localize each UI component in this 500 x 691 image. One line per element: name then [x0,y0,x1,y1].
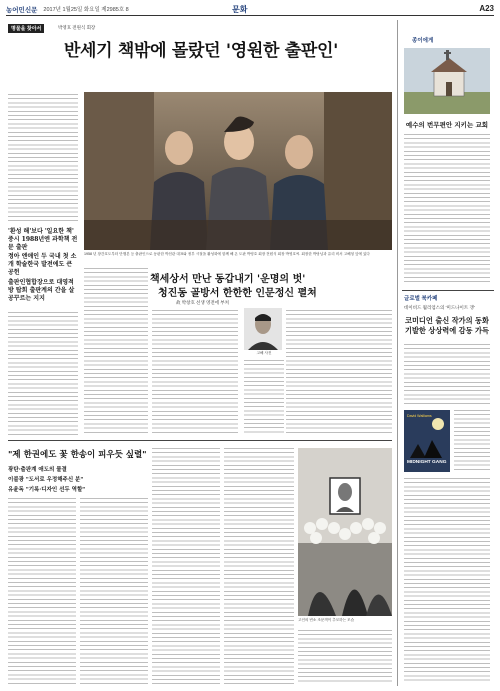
column-tag: 명물을 찾아서 [8,24,44,33]
page-number: A23 [479,4,494,13]
right-column-headline: 예수의 번무편안 지키는 교회 [405,121,489,129]
section-divider [8,440,392,441]
main-headline: 반세기 책밖에 몰랐던 '영원한 출판인' [63,41,339,61]
book-headline: 코미디언 출신 작가의 동화 기발한 상상력에 감동 가득 [405,316,489,335]
memorial-photo-caption: 고인의 빈소 조문객이 추모하는 모습 [298,618,355,622]
right-text-2 [404,344,490,404]
right-box-title: 종이에게 [412,38,434,44]
book-subtitle: 데이비드 월리엄스의 '미드나이트 갱' [404,305,475,310]
issue-date: 2017년 1월25일 화요일 제2985호 8 [43,7,129,13]
bottom-text-col-3 [152,448,220,684]
newspaper-logo: 농어민신문 [6,6,38,14]
right-divider [402,290,494,291]
bottom-text-col-1 [8,498,76,684]
book-cover [404,410,450,472]
column-tag-sub: 박영호 전원식 회장 [58,25,96,30]
sub-head-1: '환성 해'보다 '일요한 책' 중시 1988년엔 과학책 전문 출판 [8,228,78,251]
article-text-col-1b [8,312,78,436]
article-headline-1: 책세상서 만난 동갑내기 '운명의 벗' [150,274,306,285]
main-photo-caption: 1958 년 창간호도부터 단행본 등 출판인으로 동판한 박천관 대표와 정부 시절을 활성화에 함께 해 온 도판 박영호 회장 전원식 회장 박영호씨. 회장한 박당님과 유리 비서 고해청 앞에 있다 [84,252,370,256]
column-divider [397,20,398,686]
article-headline-2: 청진동 골방서 한한한 인문정신 펼쳐 [158,288,317,299]
right-text-4 [404,478,490,684]
masthead [6,3,494,16]
church-photo [404,48,490,114]
book-cover-title: MIDNIGHT GANG [407,460,447,465]
portrait-caption: 고해 사진 [256,351,272,355]
article-text-col-4 [286,310,392,434]
article-text-col-1a [8,94,78,222]
bottom-sub-1: 광탄·출판계 애도의 물결 [8,467,67,473]
article-text-col-2 [84,268,148,434]
article-byline: 故 박창호 선생 영전에 부쳐 [176,300,229,305]
main-photo [84,92,392,250]
article-text-col-3 [152,310,238,434]
bottom-text-col-4 [224,448,294,684]
bottom-sub-2: 이불광 "도서로 우정해주신 분" [8,477,84,483]
right-text-1 [404,134,490,284]
sub-head-3: 출판인협합장으로 대영적방 탑회 출판계의 간을 살공꾸르는 지지 [8,279,75,302]
right-text-3 [454,410,490,472]
sub-head-2: 정아 엔애인 두 국내 첫 소개 학술한국 발전에도 큰 공헌 [8,253,77,276]
book-section-title: 글로벌 북카페 [404,296,438,302]
memorial-photo [298,448,392,616]
author-portrait [244,308,282,350]
article-text-col-4b [244,360,284,434]
book-author: David Walliams [407,414,432,418]
bottom-text-col-2 [80,498,148,684]
bottom-sub-3: 유윤독 "기록·디자인 선두 역할" [8,487,86,493]
bottom-headline: "제 한권에도 꽃 한송이 피우듯 싶렬" [8,450,147,460]
bottom-text-col-5 [298,630,392,684]
section-title: 문화 [232,5,248,14]
